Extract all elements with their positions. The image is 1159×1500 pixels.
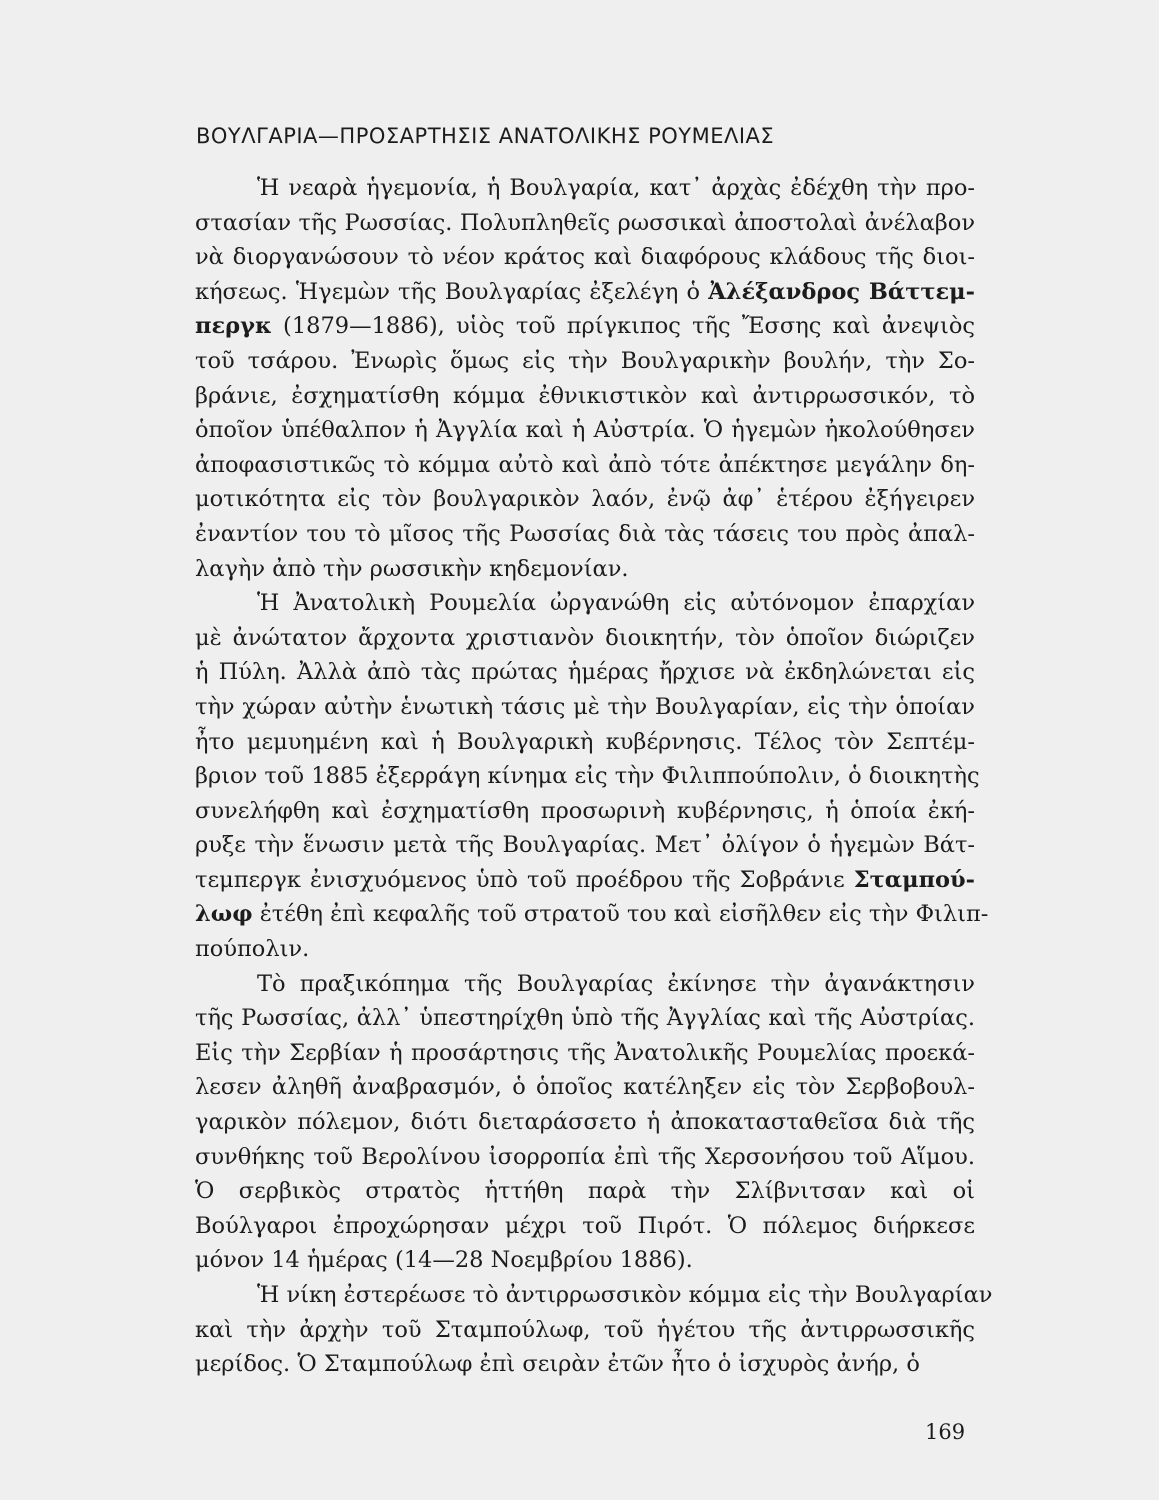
text-segment: τοῦ τσάρου. Ἐνωρὶς ὅμως εἰς τὴν Βουλγαρικὴν βουλήν, τὴν Σο- [195,347,975,374]
text-line [195,448,975,483]
text-line [195,482,975,517]
text-line [195,1174,975,1209]
text-line [195,794,975,829]
text-line [195,1001,975,1036]
bold-name: Ἀλέξανδρος Βάττεμ- [708,278,975,305]
text-line [195,586,975,621]
text-line [195,275,975,310]
text-line [195,863,975,898]
text-line [195,655,975,690]
bold-name: Σταμπού- [853,866,975,893]
text-segment: στασίαν τῆς Ρωσσίας. Πολυπληθεῖς ρωσσικαὶ ἀποστολαὶ ἀνέλαβον [195,209,975,236]
text-line [195,1243,975,1278]
paragraph [195,171,975,586]
text-segment: Τὸ πραξικόπημα τῆς Βουλγαρίας ἐκίνησε τὴν ἀγανάκτησιν [257,970,975,997]
text-line [195,206,975,241]
text-line [195,1313,975,1348]
text-segment: τεμπεργκ ἐνισχυόμενος ὑπὸ τοῦ προέδρου τῆς Σοβράνιε [195,866,854,893]
text-segment: νὰ διοργανώσουν τὸ νέον κράτος καὶ διαφόρους κλάδους τῆς διοι- [195,244,975,271]
paragraph [195,586,989,967]
text-segment: ρυξε τὴν ἕνωσιν μετὰ τῆς Βουλγαρίας. Μετ᾽ ὀλίγον ὁ ἡγεμὼν Βάτ- [195,832,975,859]
text-line [195,1347,975,1382]
text-segment: (1879—1886), υἱὸς τοῦ πρίγκιπος τῆς Ἔσσης καὶ ἀνεψιὸς [271,313,975,340]
text-line [195,552,975,587]
text-segment: Εἰς τὴν Σερβίαν ἡ προσάρτησις τῆς Ἀνατολικῆς Ρουμελίας προεκά- [195,1039,975,1066]
text-line [195,828,975,863]
text-segment: βριον τοῦ 1885 ἐξερράγη κίνημα εἰς τὴν Φιλιππούπολιν, ὁ διοικητὴς [195,763,980,790]
text-line [195,759,980,794]
text-line [195,171,975,206]
text-line [195,309,975,344]
text-segment: Ὁ σερβικὸς στρατὸς ἡττήθη παρὰ τὴν Σλίβνιτσαν καὶ οἱ [195,1178,975,1205]
text-line [195,967,975,1002]
text-segment: Ἡ νεαρὰ ἡγεμονία, ἡ Βουλγαρία, κατ᾽ ἀρχὰς ἐδέχθη τὴν προ- [257,175,975,201]
text-segment: καὶ τὴν ἀρχὴν τοῦ Σταμπούλωφ, τοῦ ἡγέτου τῆς ἀντιρρωσσικῆς [195,1316,975,1343]
text-line [195,725,975,760]
text-segment: λεσεν ἀληθῆ ἀναβρασμόν, ὁ ὁποῖος κατέληξεν εἰς τὸν Σερβοβουλ- [195,1074,975,1101]
text-segment: ἀποφασιστικῶς τὸ κόμμα αὐτὸ καὶ ἀπὸ τότε ἀπέκτησε μεγάλην δη- [195,451,975,478]
text-segment: τὴν χώραν αὐτὴν ἑνωτικὴ τάσις μὲ τὴν Βουλγαρίαν, εἰς τὴν ὁποίαν [195,693,975,720]
text-line [195,344,975,379]
text-line [195,1070,975,1105]
text-line [195,897,989,932]
text-segment: Ἡ νίκη ἐστερέωσε τὸ ἀντιρρωσσικὸν κόμμα εἰς τὴν Βουλγαρίαν [257,1282,993,1308]
text-line [195,1036,975,1071]
text-segment: μόνον 14 ἡμέρας (14—28 Νοεμβρίου 1886). [195,1247,693,1274]
text-segment: συνελήφθη καὶ ἐσχηματίσθη προσωρινὴ κυβέρνησις, ἡ ὁποία ἐκή- [195,797,975,824]
text-segment: Βούλγαροι ἐπροχώρησαν μέχρι τοῦ Πιρότ. Ὁ πόλεμος διήρκεσε [195,1212,975,1239]
text-line [195,379,975,414]
text-line [195,690,975,725]
bold-name: περγκ [195,313,272,340]
text-segment: λαγὴν ἀπὸ τὴν ρωσσικὴν κηδεμονίαν. [195,555,629,582]
body-text [195,171,993,1382]
text-segment: κήσεως. Ἡγεμὼν τῆς Βουλγαρίας ἐξελέγη ὁ [195,278,709,305]
text-line [195,621,975,656]
text-line [195,1140,975,1175]
text-segment: ἐτέθη ἐπὶ κεφαλῆς τοῦ στρατοῦ του καὶ εἰσῆλθεν εἰς τὴν Φιλιπ- [252,901,989,928]
text-segment: συνθήκης τοῦ Βερολίνου ἰσορροπία ἐπὶ τῆς Χερσονήσου τοῦ Αἵμου. [195,1143,975,1170]
text-segment: πούπολιν. [195,936,310,963]
text-segment: ἦτο μεμυημένη καὶ ἡ Βουλγαρικὴ κυβέρνησις. Τέλος τὸν Σεπτέμ- [195,728,975,755]
text-segment: μοτικότητα εἰς τὸν βουλγαρικὸν λαόν, ἐνῷ ἀφ᾽ ἑτέρου ἐξήγειρεν [195,486,975,513]
text-segment: μὲ ἀνώτατον ἄρχοντα χριστιανὸν διοικητήν, τὸν ὁποῖον διώριζεν [195,624,975,651]
text-line [195,932,975,967]
text-segment: τῆς Ρωσσίας, ἀλλ᾽ ὑπεστηρίχθη ὑπὸ τῆς Ἀγγλίας καὶ τῆς Αὐστρίας. [195,1005,975,1032]
page-number: 169 [925,1420,966,1444]
text-segment: ὁποῖον ὑπέθαλπον ἡ Ἀγγλία καὶ ἡ Αὐστρία. Ὁ ἡγεμὼν ἠκολούθησεν [195,417,975,444]
text-line [195,1105,975,1140]
paragraph [195,1278,993,1382]
text-segment: βράνιε, ἐσχηματίσθη κόμμα ἐθνικιστικὸν καὶ ἀντιρρωσσικόν, τὸ [195,382,975,409]
text-segment: ἡ Πύλη. Ἀλλὰ ἀπὸ τὰς πρώτας ἡμέρας ἤρχισε νὰ ἐκδηλώνεται εἰς [195,659,975,686]
text-line [195,1278,993,1313]
text-line [195,240,975,275]
paragraph [195,967,975,1278]
text-segment: ἐναντίον του τὸ μῖσος τῆς Ρωσσίας διὰ τὰς τάσεις του πρὸς ἀπαλ- [195,520,975,547]
text-segment: Ἡ Ἀνατολικὴ Ρουμελία ὠργανώθη εἰς αὐτόνομον ἐπαρχίαν [257,590,975,617]
text-line [195,1209,975,1244]
bold-name: λωφ [195,901,253,928]
section-heading: ΒΟΥΛΓΑΡΙΑ—ΠΡΟΣΑΡΤΗΣΙΣ ΑΝΑΤΟΛΙΚΗΣ ΡΟΥΜΕΛΙΑΣ [196,124,775,148]
text-line [195,517,975,552]
text-segment: μερίδος. Ὁ Σταμπούλωφ ἐπὶ σειρὰν ἐτῶν ἦτο ὁ ἰσχυρὸς ἀνήρ, ὁ [195,1351,920,1378]
text-line [195,413,975,448]
text-segment: γαρικὸν πόλεμον, διότι διεταράσσετο ἡ ἀποκατασταθεῖσα διὰ τῆς [195,1109,975,1136]
